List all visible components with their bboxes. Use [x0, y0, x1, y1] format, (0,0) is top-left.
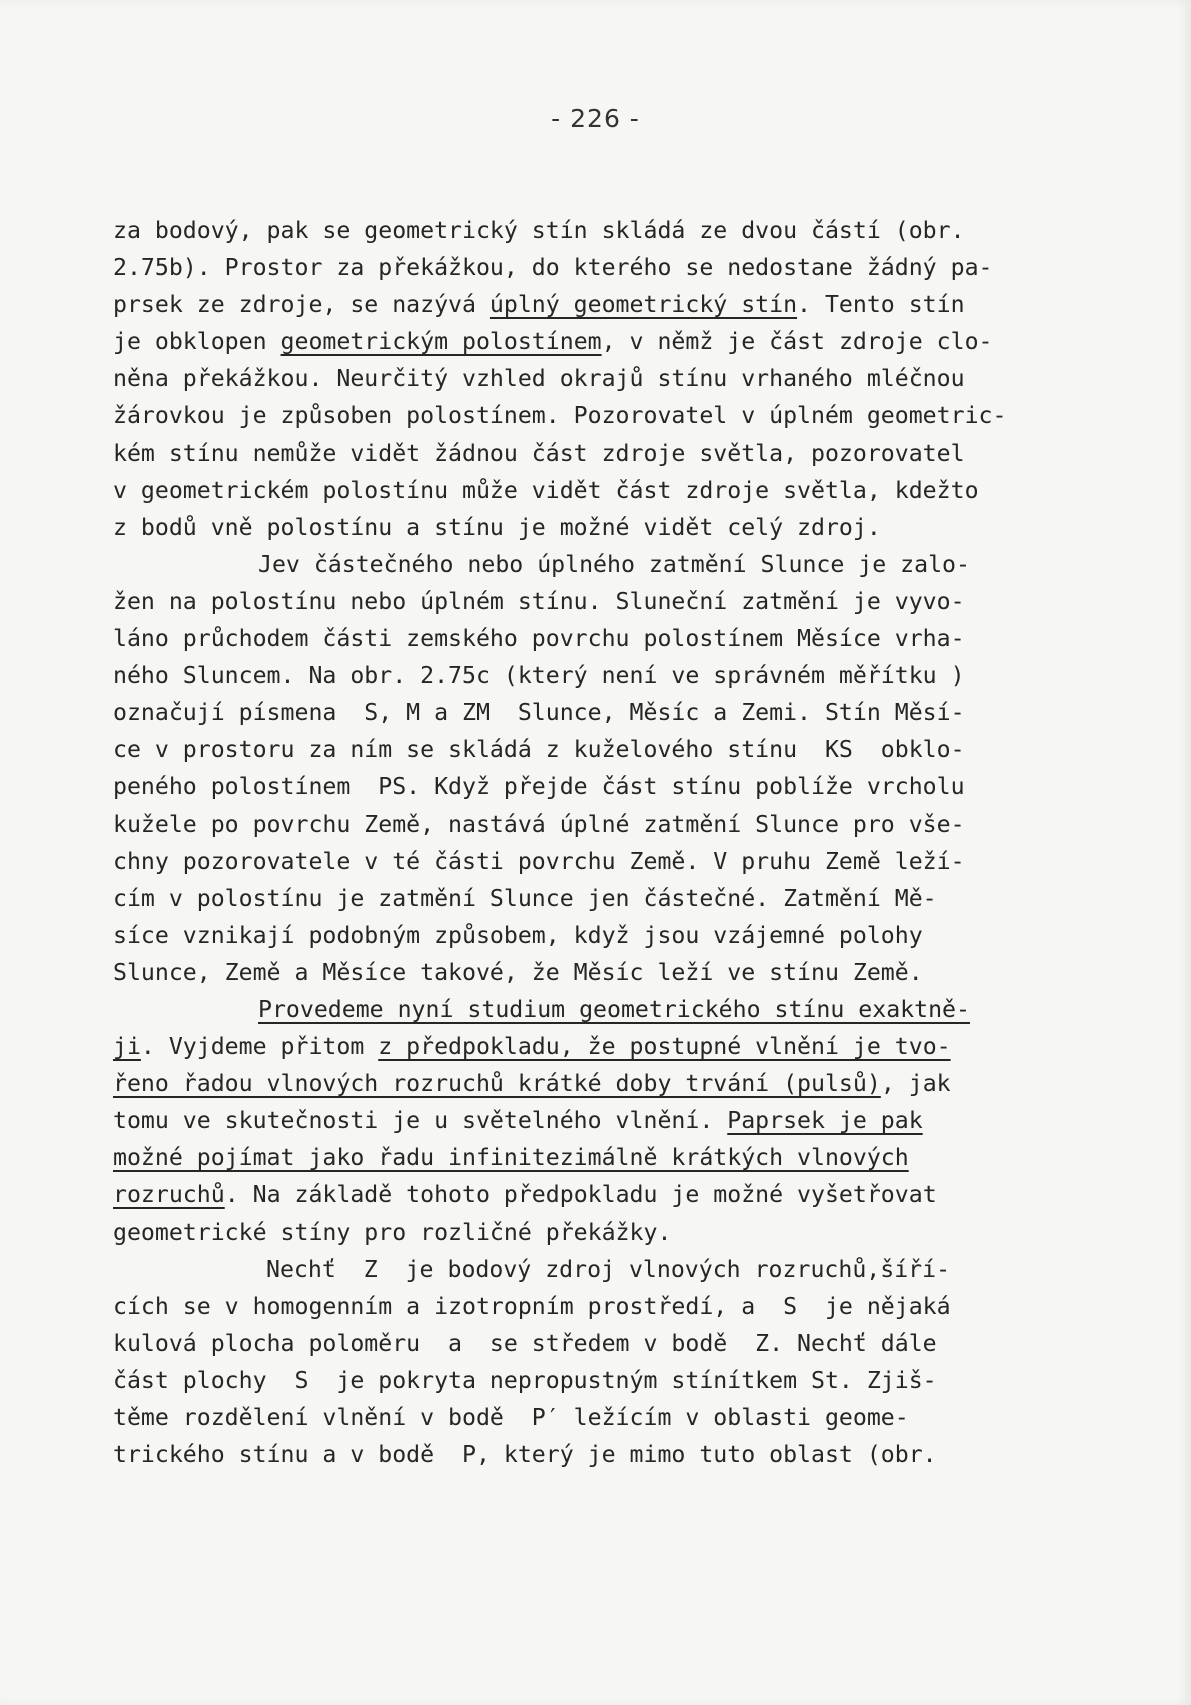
text-line: označují písmena S, M a ZM Slunce, Měsíc a Zemi. Stín Měsí-	[113, 699, 965, 727]
text-line	[113, 286, 1073, 323]
text-line: žen na polostínu nebo úplném stínu. Sluneční zatmění je vyvo-	[113, 587, 965, 615]
text-line: 2.75b). Prostor za překážkou, do kterého se nedostane žádný pa-	[113, 254, 993, 282]
page-body	[113, 212, 1073, 1473]
text-line	[113, 1028, 1073, 1065]
underlined-term: geometrickým polostínem	[280, 328, 602, 356]
text-line	[113, 1102, 1073, 1139]
text-run: . Vyjdeme přitom	[140, 1033, 379, 1061]
text-line: kužele po povrchu Země, nastává úplné zatmění Slunce pro vše-	[113, 810, 965, 838]
underlined-term: ji	[113, 1033, 141, 1061]
text-line: Slunce, Země a Měsíce takové, že Měsíc leží ve stínu Země.	[113, 958, 923, 986]
text-line	[113, 991, 1073, 1028]
paragraph-1	[113, 212, 1073, 546]
text-line: žárovkou je způsoben polostínem. Pozorovatel v úplném geometric-	[113, 402, 1007, 430]
paragraph-2	[113, 546, 1073, 991]
paragraph-3	[113, 991, 1073, 1251]
text-line: ného Sluncem. Na obr. 2.75c (který není ve správném měřítku )	[113, 662, 965, 690]
text-run: , jak	[880, 1070, 951, 1098]
text-line: Jev částečného nebo úplného zatmění Slunce je zalo-	[258, 550, 970, 578]
text-line: cím v polostínu je zatmění Slunce jen částečné. Zatmění Mě-	[113, 884, 937, 912]
underlined-term: možné pojímat jako řadu infinitezimálně krátkých vlnových	[113, 1144, 909, 1172]
paragraph-4	[113, 1251, 1073, 1474]
text-run: , v němž je část zdroje clo-	[601, 328, 993, 356]
text-line: kulová plocha poloměru a se středem v bodě Z. Nechť dále	[113, 1329, 937, 1357]
text-line: část plochy S je pokryta nepropustným stínítkem St. Zjiš-	[113, 1366, 937, 1394]
text-line: těme rozdělení vlnění v bodě P′ ležícím v oblasti geome-	[113, 1404, 909, 1431]
underlined-term: Paprsek je pak	[727, 1107, 923, 1135]
text-line: láno průchodem části zemského povrchu polostínem Měsíce vrha-	[113, 625, 965, 653]
text-line: trického stínu a v bodě P, který je mimo tuto oblast (obr.	[113, 1441, 937, 1469]
text-line	[113, 323, 1073, 360]
text-run: . Tento stín	[797, 291, 965, 319]
text-line	[113, 1176, 1073, 1213]
text-run: prsek ze zdroje, se nazývá	[113, 291, 490, 319]
text-line: Nechť Z je bodový zdroj vlnových rozruchů,šíří-	[266, 1255, 951, 1283]
underlined-term: řeno řadou vlnových rozruchů krátké doby trvání (pulsů)	[113, 1070, 881, 1098]
text-line: chny pozorovatele v té části povrchu Země. V pruhu Země leží-	[113, 847, 965, 875]
text-line: z bodů vně polostínu a stínu je možné vidět celý zdroj.	[113, 513, 881, 541]
text-line: geometrické stíny pro rozličné překážky.	[113, 1218, 672, 1246]
text-line: něna překážkou. Neurčitý vzhled okrajů stínu vrhaného mléčnou	[113, 365, 965, 393]
page-number: - 226 -	[551, 104, 640, 133]
text-run: . Na základě tohoto předpokladu je možné vyšetřovat	[224, 1181, 937, 1209]
text-line	[113, 1065, 1073, 1102]
text-line: cích se v homogenním a izotropním prostředí, a S je nějaká	[113, 1292, 951, 1320]
text-run: je obklopen	[113, 328, 281, 356]
text-run: tomu ve skutečnosti je u světelného vlnění.	[113, 1107, 728, 1135]
text-line: peného polostínem PS. Když přejde část stínu poblíže vrcholu	[113, 773, 965, 801]
underlined-term: úplný geometrický stín	[489, 291, 798, 319]
underlined-term: rozruchů	[113, 1181, 225, 1209]
text-line: kém stínu nemůže vidět žádnou část zdroje světla, pozorovatel	[113, 439, 965, 467]
text-line: síce vznikají podobným způsobem, když jsou vzájemné polohy	[113, 921, 923, 949]
text-line	[113, 1139, 1073, 1176]
text-line: v geometrickém polostínu může vidět část zdroje světla, kdežto	[113, 476, 979, 504]
underlined-term: Provedeme nyní studium geometrického stínu exaktně-	[258, 995, 970, 1023]
underlined-term: z předpokladu, že postupné vlnění je tvo-	[378, 1033, 951, 1061]
text-line: za bodový, pak se geometrický stín skládá ze dvou částí (obr.	[113, 217, 965, 244]
text-line: ce v prostoru za ním se skládá z kuželového stínu KS obklo-	[113, 736, 965, 764]
